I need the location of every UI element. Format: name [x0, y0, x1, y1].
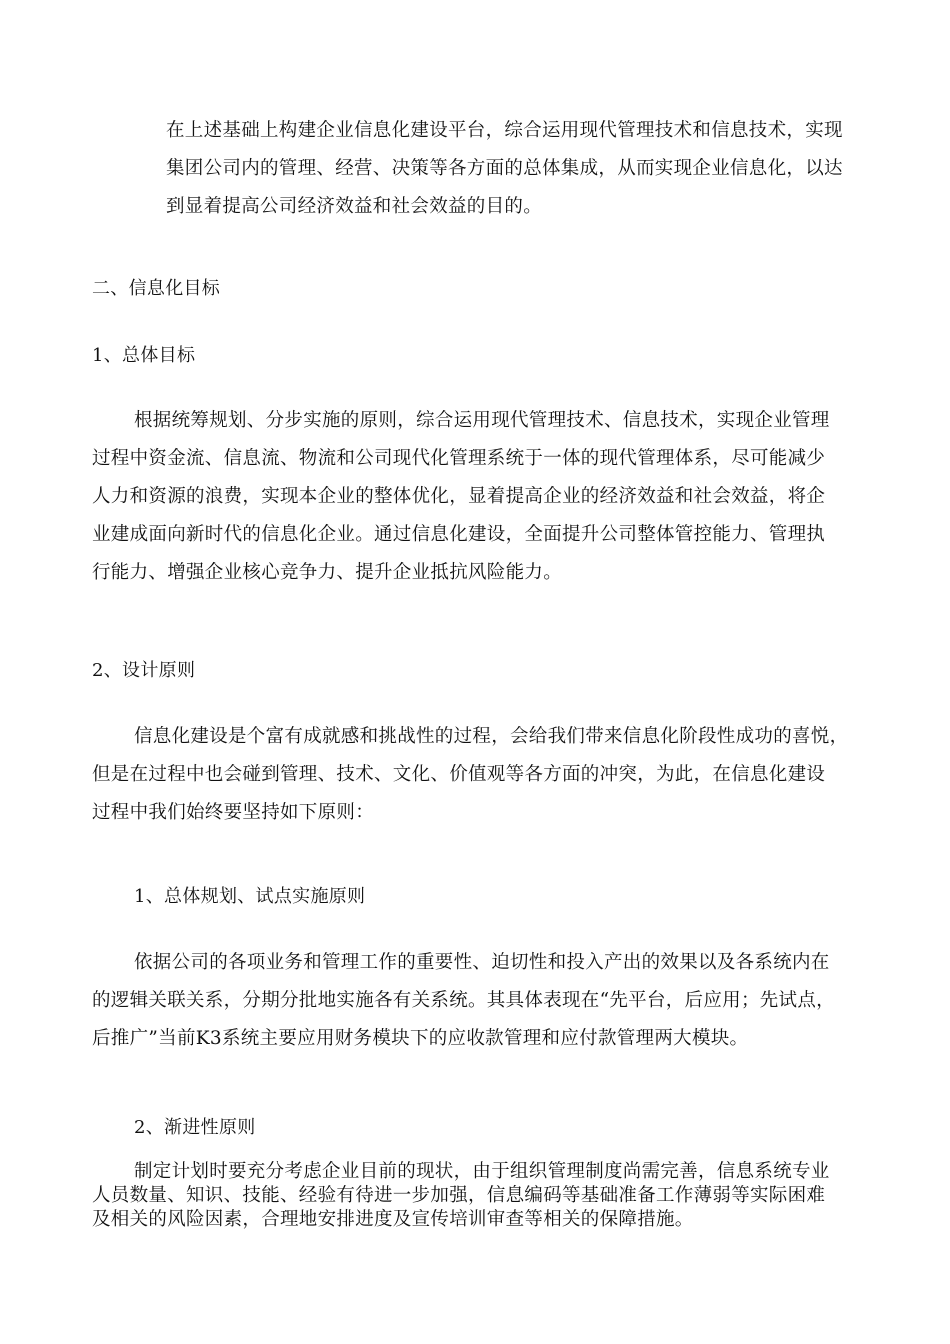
intro-line-3: 到显着提高公司经济效益和社会效益的目的。: [166, 196, 543, 217]
subsection-2-heading: 2、设计原则: [92, 660, 196, 681]
intro-line-2: 集团公司内的管理、经营、决策等各方面的总体集成，从而实现企业信息化，以达: [166, 158, 843, 179]
overall-goal-line-2: 过程中资金流、信息流、物流和公司现代化管理系统于一体的现代管理体系，尽可能减少: [92, 448, 826, 469]
intro-paragraph: [166, 112, 843, 226]
subsection-1-heading: 1、总体目标: [92, 345, 196, 366]
principle-1-line-1: 依据公司的各项业务和管理工作的重要性、迫切性和投入产出的效果以及各系统内在: [134, 952, 830, 973]
intro-line-1: 在上述基础上构建企业信息化建设平台，综合运用现代管理技术和信息技术，实现: [166, 120, 843, 141]
design-principle-line-2: 但是在过程中也会碰到管理、技术、文化、价值观等各方面的冲突，为此，在信息化建设: [92, 764, 826, 785]
section-2-heading: 二、信息化目标: [92, 278, 221, 299]
principle-1-line-3: 后推广”当前K3系统主要应用财务模块下的应收款管理和应付款管理两大模块。: [92, 1028, 749, 1049]
design-principle-paragraph: [92, 718, 848, 832]
overall-goal-line-3: 人力和资源的浪费，实现本企业的整体优化，显着提高企业的经济效益和社会效益，将企: [92, 486, 826, 507]
principle-1-paragraph: [92, 944, 835, 1058]
principle-2-line-1: 制定计划时要充分考虑企业目前的现状，由于组织管理制度尚需完善，信息系统专业: [134, 1161, 830, 1182]
design-principle-line-1: 信息化建设是个富有成就感和挑战性的过程，会给我们带来信息化阶段性成功的喜悦，: [134, 726, 849, 747]
overall-goal-line-1: 根据统筹规划、分步实施的原则，综合运用现代管理技术、信息技术，实现企业管理: [134, 410, 830, 431]
principle-1-heading: 1、总体规划、试点实施原则: [134, 886, 366, 907]
principle-2-heading: 2、渐进性原则: [134, 1117, 256, 1138]
principle-2-line-2: 人员数量、知识、技能、经验有待进一步加强，信息编码等基础准备工作薄弱等实际困难: [92, 1185, 826, 1206]
principle-2-paragraph: [92, 1160, 830, 1232]
design-principle-line-3: 过程中我们始终要坚持如下原则：: [92, 802, 375, 823]
overall-goal-paragraph: [92, 402, 830, 592]
principle-1-line-2: 的逻辑关联关系，分期分批地实施各有关系统。其具体表现在“先平台，后应用；先试点，: [92, 990, 835, 1011]
principle-2-line-3: 及相关的风险因素，合理地安排进度及宣传培训审查等相关的保障措施。: [92, 1209, 694, 1230]
overall-goal-line-5: 行能力、增强企业核心竞争力、提升企业抵抗风险能力。: [92, 562, 563, 583]
overall-goal-line-4: 业建成面向新时代的信息化企业。通过信息化建设，全面提升公司整体管控能力、管理执: [92, 524, 826, 545]
